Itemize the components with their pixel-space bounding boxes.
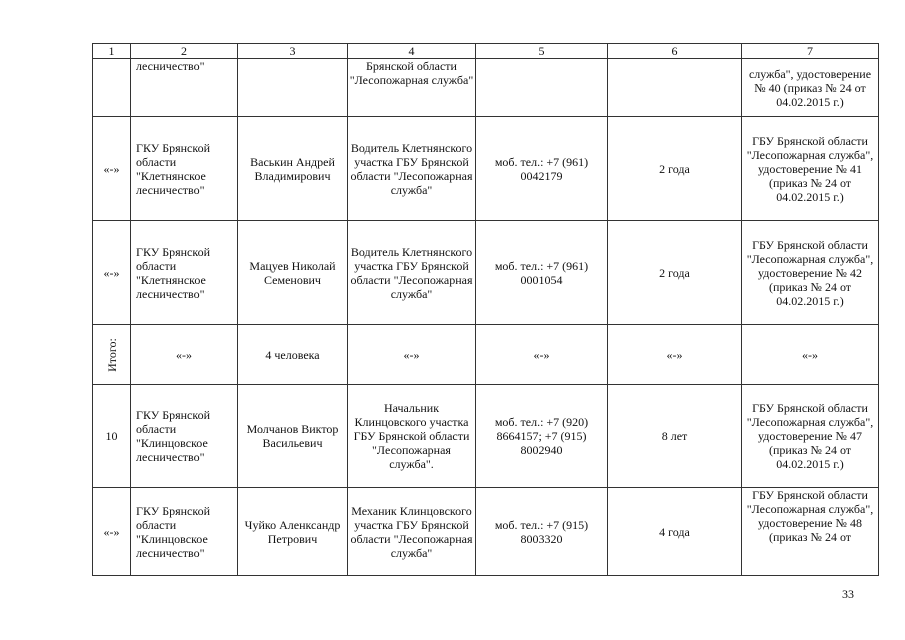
position-cell: Механик Клинцовского участка ГБУ Брянской области "Лесопожарная служба" (348, 488, 476, 576)
certificate-cell: ГБУ Брянской области "Лесопожарная служба", удостоверение № 41 (приказ № 24 от 04.02.2015 г.) (742, 117, 879, 221)
forestry-cell: лесничество" (131, 59, 238, 117)
phone-cell: моб. тел.: +7 (961) 0001054 (476, 221, 608, 325)
header-cell: 4 (348, 44, 476, 59)
phone-cell (476, 59, 608, 117)
experience-cell: 4 года (608, 488, 742, 576)
forestry-cell: ГКУ Брянской области "Клетнянское лесничество" (131, 221, 238, 325)
header-cell: 7 (742, 44, 879, 59)
total-count-cell: 4 человека (238, 325, 348, 385)
experience-cell: 2 года (608, 117, 742, 221)
certificate-cell: «-» (742, 325, 879, 385)
page-number: 33 (842, 587, 854, 601)
table-row (93, 221, 879, 325)
number-cell (93, 59, 131, 117)
position-cell: Начальник Клинцовского участка ГБУ Брянской области "Лесопожарная служба". (348, 385, 476, 488)
forestry-cell: «-» (131, 325, 238, 385)
number-cell: «-» (93, 488, 131, 576)
position-cell: «-» (348, 325, 476, 385)
experience-cell: 8 лет (608, 385, 742, 488)
header-cell: 2 (131, 44, 238, 59)
phone-cell: моб. тел.: +7 (915) 8003320 (476, 488, 608, 576)
total-label-cell (93, 325, 131, 385)
document-table (92, 43, 879, 576)
phone-cell: моб. тел.: +7 (920) 8664157; +7 (915) 8002940 (476, 385, 608, 488)
name-cell: Чуйко Аленксандр Петрович (238, 488, 348, 576)
table-row (93, 117, 879, 221)
experience-cell: «-» (608, 325, 742, 385)
table-row (93, 488, 879, 576)
number-cell: «-» (93, 117, 131, 221)
header-cell: 3 (238, 44, 348, 59)
table-row (93, 59, 879, 117)
experience-cell (608, 59, 742, 117)
certificate-cell: ГБУ Брянской области "Лесопожарная служба", удостоверение № 42 (приказ № 24 от 04.02.2015 г.) (742, 221, 879, 325)
position-cell: Водитель Клетнянского участка ГБУ Брянской области "Лесопожарная служба" (348, 221, 476, 325)
forestry-cell: ГКУ Брянской области "Клетнянское лесничество" (131, 117, 238, 221)
forestry-cell: ГКУ Брянской области "Клинцовское лесничество" (131, 488, 238, 576)
number-cell: «-» (93, 221, 131, 325)
name-cell: Васькин Андрей Владимирович (238, 117, 348, 221)
header-cell: 6 (608, 44, 742, 59)
header-cell: 1 (93, 44, 131, 59)
table-row (93, 385, 879, 488)
name-cell: Молчанов Виктор Васильевич (238, 385, 348, 488)
position-cell: Брянской области "Лесопожарная служба" (348, 59, 476, 117)
name-cell (238, 59, 348, 117)
total-row (93, 325, 879, 385)
certificate-cell: служба", удостоверение № 40 (приказ № 24 от 04.02.2015 г.) (742, 59, 879, 117)
certificate-cell: ГБУ Брянской области "Лесопожарная служба", удостоверение № 48 (приказ № 24 от (742, 488, 879, 576)
header-cell: 5 (476, 44, 608, 59)
phone-cell: «-» (476, 325, 608, 385)
total-label: Итого: (104, 337, 119, 372)
number-cell: 10 (93, 385, 131, 488)
phone-cell: моб. тел.: +7 (961) 0042179 (476, 117, 608, 221)
table-header-row (93, 44, 879, 59)
certificate-cell: ГБУ Брянской области "Лесопожарная служба", удостоверение № 47 (приказ № 24 от 04.02.2015 г.) (742, 385, 879, 488)
name-cell: Мацуев Николай Семенович (238, 221, 348, 325)
position-cell: Водитель Клетнянского участка ГБУ Брянской области "Лесопожарная служба" (348, 117, 476, 221)
experience-cell: 2 года (608, 221, 742, 325)
forestry-cell: ГКУ Брянской области "Клинцовское лесничество" (131, 385, 238, 488)
